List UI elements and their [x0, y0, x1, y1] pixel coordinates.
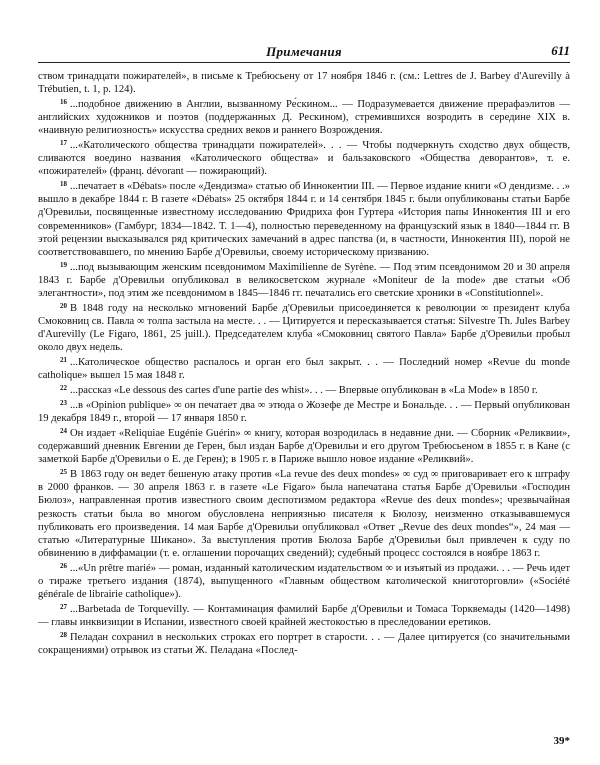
note-text: В 1863 году он ведет бешеную атаку против «La revue des deux mondes» ∞ суд ∞ приговаривает его к штрафу в 2000 франков. — 30 апреля 1863 г. в газете «Le Figaro» была напечатана статья Барбе д'Оревильи «Господин Бюлоз», направленная против известного своим деспотизмом редактора «Revue des deux mondes»; чрезвычайная резкость статьи была во многом обусловлена неприязнью писателя к Бюлозу, неизменно отказывавшемуся публиковать его произведения. 14 мая Барбе д'Оревильи опубликовал «Ответ „Revue des deux mondes“», 24 мая — статью «Литературные Шикано». За выступления против Бюлоза Барбе д'Оревильи был привлечен к суду по обвинению в диффамации (т. е. оглашении порочащих сведений); судебный процесс состоялся в ноябре 1863 г. — [38, 469, 570, 559]
note-18 — [38, 178, 570, 258]
note-number: 28 — [60, 630, 67, 639]
note-17 — [38, 137, 570, 178]
note-23 — [38, 397, 570, 425]
note-20 — [38, 300, 570, 354]
page-number: 611 — [551, 43, 570, 58]
note-26 — [38, 560, 570, 601]
note-text: В 1848 году на несколько мгновений Барбе д'Оревильи присоединяется к революции ∞ президент клуба Смоковниц св. Павла ∞ толпа застыла на месте. . . — Цитируется и пересказывается статья: Silvestre Th. Jules Barbey d'Aurevilly (Le Figaro, 1861, 25 juill.). Председателем клуба «Смоковниц святого Павла» Барбе д'Оревильи пробыл около двух недель. — [38, 302, 570, 353]
note-text: ...рассказ «Le dessous des cartes d'une partie des whist». . . — Впервые опубликован в «La Mode» в 1850 г. — [70, 385, 538, 397]
note-text: ...в «Opinion publique» ∞ он печатает два ∞ этюда о Жозефе де Местре и Бональде. . . — Первый опубликован 19 декабря 1849 г., второй — 17 января 1850 г. — [38, 400, 570, 425]
note-number: 24 — [60, 427, 67, 436]
note-19 — [38, 259, 570, 300]
note-text: ...подобное движению в Англии, вызванному Ре́скином... — Подразумевается движение прерафаэлитов — английских художников и поэтов (поддержанных Д. Рескином), стремившихся возродить в середине XIX в. «наивную религиозность» искусства средних веков и раннего Возрождения. — [38, 99, 570, 137]
note-number: 26 — [60, 561, 67, 570]
note-number: 18 — [60, 180, 67, 189]
note-number: 17 — [60, 139, 67, 148]
note-number: 20 — [60, 301, 67, 310]
page-header-title: Примечания — [266, 44, 342, 59]
note-number: 27 — [60, 602, 67, 611]
note-number: 23 — [60, 399, 67, 408]
running-header — [38, 40, 570, 63]
note-number: 22 — [60, 384, 67, 393]
note-number: 16 — [60, 98, 67, 107]
note-number: 25 — [60, 468, 67, 477]
note-number: 21 — [60, 355, 67, 364]
note-text: ...«Католического общества тринадцати пожирателей». . . — Чтобы подчеркнуть сходство двух обществ, сливаются воедино названия «Католического общества» и бальзаковского «Общества деворантов», т. е. «пожирателей» (франц. dévorant — пожирающий). — [38, 140, 570, 178]
note-text: ...Католическое общество распалось и орган его был закрыт. . . — Последний номер «Revue du monde catholique» вышел 15 мая 1848 г. — [38, 356, 570, 382]
note-text: Пеладан сохранил в нескольких строках его портрет в старости. . . — Далее цитируется (со значительными сокращениями) отрывок из статьи Ж. Пеладана «Послед- — [38, 631, 570, 656]
note-text: ством тринадцати пожирателей», в письме к Требюсьену от 17 ноября 1846 г. (см.: Lettres de J. Barbey d'Aurevilly à Trébutien, t. 1, p. 124). — [38, 71, 570, 96]
signature-mark: 39* — [553, 735, 570, 747]
note-text: ...Barbetada de Torquevilly. — Контаминация фамилий Барбе д'Оревильи и Томаса Торквемады (1420—1498) — главы инквизиции в Испании, известного своей крайней жестокостью в преследовании еретиков. — [38, 603, 570, 628]
note-22 — [38, 382, 570, 397]
notes-body — [38, 70, 570, 657]
note-text: Он издает «Reliquiae Eugénie Guérin» ∞ книгу, которая возродилась в недавние дни. — Сборник «Реликвии», содержавший дневник Евгении де Герен, был издан Барбе д'Оревильи и его другом Требюсьеном в 1855 г. в Кане (с заметкой Барбе д'Оревильи о Е. де Герен); в 1905 г. в Париже вышло новое издание «Реликвий». — [38, 428, 570, 466]
note-16 — [38, 96, 570, 137]
note-27 — [38, 601, 570, 629]
note-text: ...под вызывающим женским псевдонимом Maximilienne de Syrène. — Под этим псевдонимом 20 и 30 апреля 1843 г. Барбе д'Оревильи опубликовал в великосветском журнале «Moniteur de la mode» две статьи «Об элегантности», под этим же псевдонимом в 1845—1846 гг. печатались его светские хроники в «Constitutionnel». — [38, 261, 570, 299]
note-continuation — [38, 70, 570, 96]
note-number: 19 — [60, 260, 67, 269]
note-21 — [38, 354, 570, 382]
note-25 — [38, 466, 570, 559]
note-text: ...«Un prêtre marié» — роман, изданный католическим издательством ∞ и изъятый из продажи. . . — Речь идет о тираже третьего издания (1874), выпущенного «Главным обществом католической книготорговли» («Société générale de librairie catholique»). — [38, 562, 570, 600]
note-28 — [38, 629, 570, 657]
note-text: ...печатает в «Débats» после «Дендизма» статью об Иннокентии III. — Первое издание книги «О дендизме. . .» вышло в декабре 1844 г. В газете «Débats» 25 октября 1844 г. и 14 сентября 1845 г. были опубликованы статьи Барбе д'Оревильи, посвященные известному исследованию Фридриха фон Гуртера «История папы Иннокентия III и его современников» (Гамбург, 1834—1842. Т. 1—4), полностью переведенному на французский язык в 1840—1844 гг. В этой рецензии высказывался ряд критических замечаний в адрес папства (и, в частности, Иннокентия III), порой не соответствовавшего, по мнению Барбе д'Оревильи, своему историческому призванию. — [38, 181, 570, 258]
note-24 — [38, 425, 570, 466]
